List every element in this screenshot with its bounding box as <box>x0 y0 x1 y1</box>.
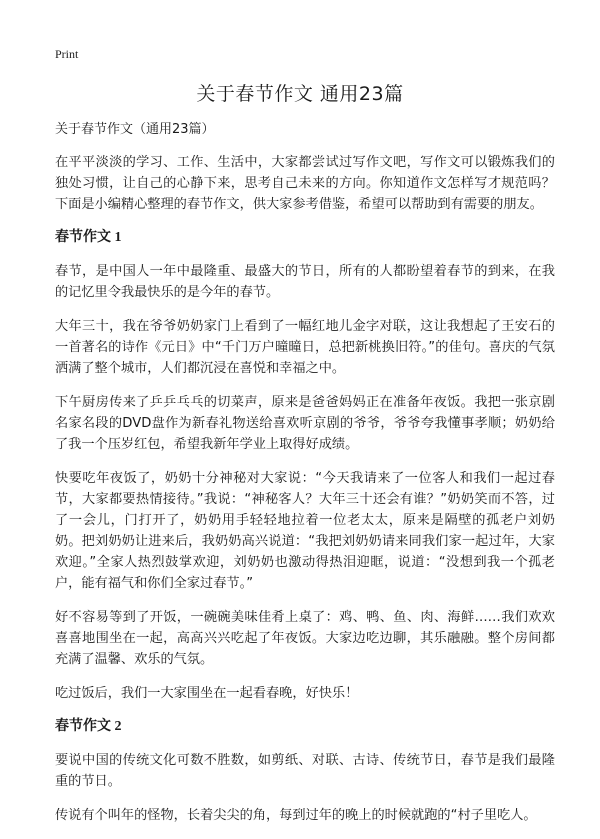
paragraph: 下午厨房传来了乒乒乓乓的切菜声，原来是爸爸妈妈正在准备年夜饭。我把一张京剧名家名段的DVD盘作为新春礼物送给喜欢听京剧的爷爷，爷爷夸我懂事孝顺；奶奶给了我一个压岁红包，希望我新年学业上取得好成绩。 <box>55 395 555 452</box>
paragraph: 快要吃年夜饭了，奶奶十分神秘对大家说：“今天我请来了一位客人和我们一起过春节，大家都要热情接待。”我说：“神秘客人？大年三十还会有谁？”奶奶笑而不答，过了一会儿，门打开了，奶奶用手轻轻地拉着一位老太太，原来是隔壁的孤老户刘奶奶。把刘奶奶让进来后，我奶奶高兴说道：“我把刘奶奶请来同我们家一起过年，大家欢迎。”全家人热烈鼓掌欢迎，刘奶奶也激动得热泪迎眶，说道：“没想到我一个孤老户，能有福气和你们全家过春节。” <box>55 471 555 591</box>
paragraph: 好不容易等到了开饭，一碗碗美味佳肴上桌了：鸡、鸭、鱼、肉、海鲜……我们欢欢喜喜地围坐在一起，高高兴兴吃起了年夜饭。大家边吃边聊，其乐融融。整个房间都充满了温馨、欢乐的气氛。 <box>55 610 555 667</box>
page-title: 关于春节作文 通用23篇 <box>196 83 404 105</box>
paragraph: 吃过饭后，我们一大家围坐在一起看春晚，好快乐！ <box>55 686 359 701</box>
paragraph: 大年三十，我在爷爷奶奶家门上看到了一幅红地儿金字对联，这让我想起了王安石的一首著名的诗作《元日》中“千门万户曈曈日，总把新桃换旧符。”的佳句。喜庆的气氛洒满了整个城市，人们都沉浸在喜悦和幸福之中。 <box>55 319 555 376</box>
paragraph: 要说中国的传统文化可数不胜数，如剪纸、对联、古诗、传统节日，春节是我们最隆重的节日。 <box>55 753 555 789</box>
document-body <box>55 121 555 839</box>
paragraph: 传说有个叫年的怪物，长着尖尖的角，每到过年的晚上的时候就跑的“村子里吃人。 <box>55 808 537 823</box>
intro-paragraph: 在平平淡淡的学习、工作、生活中，大家都尝试过写作文吧，写作文可以锻炼我们的独处习惯，让自己的心静下来，思考自己未来的方向。你知道作文怎样写才规范吗？下面是小编精心整理的春节作文，供大家参考借鉴，希望可以帮助到有需要的朋友。 <box>55 155 555 212</box>
print-link[interactable]: Print <box>55 47 79 61</box>
section-heading: 春节作文 1 <box>55 230 122 245</box>
document-subtitle: 关于春节作文（通用23篇） <box>55 122 215 137</box>
paragraph: 春节，是中国人一年中最隆重、最盛大的节日，所有的人都盼望着春节的到来，在我的记忆里令我最快乐的是今年的春节。 <box>55 264 555 300</box>
section-heading: 春节作文 2 <box>55 719 122 734</box>
